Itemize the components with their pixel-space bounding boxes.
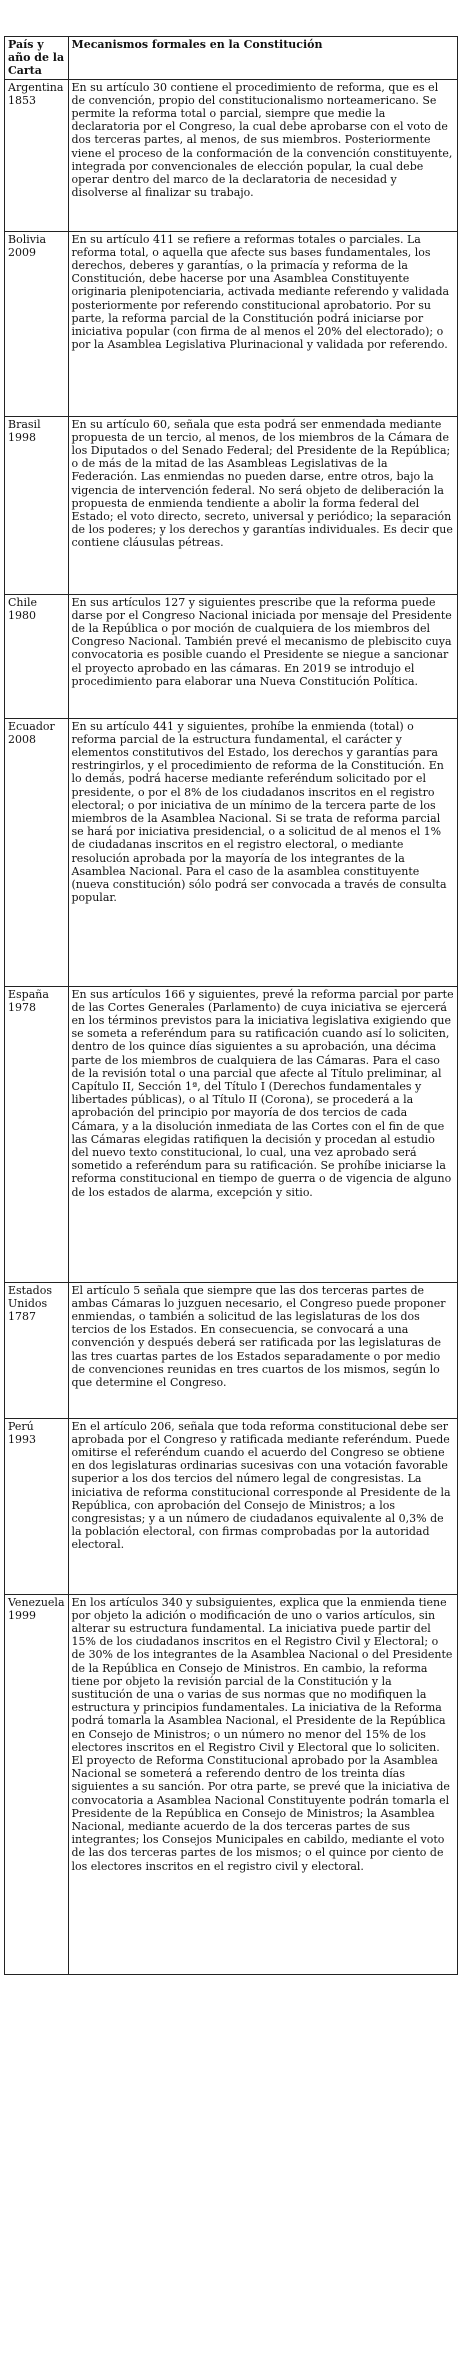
table-row	[5, 718, 458, 986]
mechanism-text: En su artículo 60, señala que esta podrá ser enmendada mediante propuesta de un tercio, al menos, de los miembros de la Cámara de los Diputados o del Senado Federal; del Presidente de la República; o de más de la mitad de las Asambleas Legislativas de la Federación. Las enmiendas no pueden darse, entre otros, bajo la vigencia de intervención federal. No será objeto de deliberación la propuesta de enmienda tendiente a abolir la forma federal del Estado; el voto directo, secreto, universal y periódico; la separación de los poderes; y los derechos y garantías individuales. Es decir que contiene cláusulas pétreas.	[68, 416, 457, 594]
charter-year: 1998	[8, 430, 36, 444]
charter-year: 1787	[8, 1310, 36, 1324]
header-mechanisms: Mecanismos formales en la Constitución	[68, 37, 457, 80]
mechanism-text: El artículo 5 señala que siempre que las dos terceras partes de ambas Cámaras lo juzguen necesario, el Congreso puede proponer enmiendas, o también a solicitud de las legislaturas de los dos tercios de los Estados. En consecuencia, se convocará a una convención y después deberá ser ratificada por las legislaturas de las tres cuartas partes de los Estados separadamente o por medio de convenciones reunidas en tres cuartos de los mismos, según lo que determine el Congreso.	[68, 1282, 457, 1418]
table-row	[5, 986, 458, 1282]
country-name: Estados Unidos	[8, 1283, 52, 1310]
header-country-year: País y año de la Carta	[5, 37, 69, 80]
constitution-reform-table	[4, 36, 458, 1975]
country-cell	[5, 986, 69, 1282]
country-cell	[5, 1594, 69, 1974]
country-cell	[5, 416, 69, 594]
table-row	[5, 79, 458, 231]
country-name: Bolivia	[8, 232, 47, 246]
charter-year: 1980	[8, 608, 36, 622]
country-cell	[5, 79, 69, 231]
charter-year: 1999	[8, 1608, 36, 1622]
charter-year: 1853	[8, 93, 36, 107]
country-name: España	[8, 987, 49, 1001]
table-row	[5, 594, 458, 718]
charter-year: 2008	[8, 732, 36, 746]
country-name: Brasil	[8, 417, 41, 431]
country-name: Venezuela	[8, 1595, 65, 1609]
table-row	[5, 1418, 458, 1594]
country-name: Perú	[8, 1419, 34, 1433]
charter-year: 1978	[8, 1000, 36, 1014]
mechanism-text: En sus artículos 127 y siguientes prescribe que la reforma puede darse por el Congreso Nacional iniciada por mensaje del Presidente de la República o por moción de cualquiera de los miembros del Congreso Nacional. También prevé el mecanismo de plebiscito cuya convocatoria es posible cuando el Presidente se niegue a sancionar el proyecto aprobado en las cámaras. En 2019 se introdujo el procedimiento para elaborar una Nueva Constitución Política.	[68, 594, 457, 718]
mechanism-text: En su artículo 411 se refiere a reformas totales o parciales. La reforma total, o aquella que afecte sus bases fundamentales, los derechos, deberes y garantías, o la primacía y reforma de la Constitución, debe hacerse por una Asamblea Constituyente originaria plenipotenciaria, activada mediante referendo y validada posteriormente por referendo constitucional aprobatorio. Por su parte, la reforma parcial de la Constitución podrá iniciarse por iniciativa popular (con firma de al menos el 20% del electorado); o por la Asamblea Legislativa Plurinacional y validada por referendo.	[68, 231, 457, 416]
country-name: Ecuador	[8, 719, 55, 733]
table-row	[5, 1594, 458, 1974]
table-header-row	[5, 37, 458, 80]
charter-year: 2009	[8, 245, 36, 259]
mechanism-text: En su artículo 30 contiene el procedimiento de reforma, que es el de convención, propio del constitucionalismo norteamericano. Se permite la reforma total o parcial, siempre que medie la declaratoria por el Congreso, la cual debe aprobarse con el voto de dos terceras partes, al menos, de sus miembros. Posteriormente viene el proceso de la conformación de la convención constituyente, integrada por convencionales de elección popular, la cual debe operar dentro del marco de la declaratoria de necesidad y disolverse al finalizar su trabajo.	[68, 79, 457, 231]
mechanism-text: En el artículo 206, señala que toda reforma constitucional debe ser aprobada por el Congreso y ratificada mediante referéndum. Puede omitirse el referéndum cuando el acuerdo del Congreso se obtiene en dos legislaturas ordinarias sucesivas con una votación favorable superior a los dos tercios del número legal de congresistas. La iniciativa de reforma constitucional corresponde al Presidente de la República, con aprobación del Consejo de Ministros; a los congresistas; y a un número de ciudadanos equivalente al 0,3% de la población electoral, con firmas comprobadas por la autoridad electoral.	[68, 1418, 457, 1594]
table-row	[5, 231, 458, 416]
country-cell	[5, 1282, 69, 1418]
mechanism-text: En sus artículos 166 y siguientes, prevé la reforma parcial por parte de las Cortes Generales (Parlamento) de cuya iniciativa se ejercerá en los términos previstos para la iniciativa legislativa exigiendo que se someta a referéndum para su ratificación cuando así lo soliciten, dentro de los quince días siguientes a su aprobación, una décima parte de los miembros de cualquiera de las Cámaras. Para el caso de la revisión total o una parcial que afecte al Título preliminar, al Capítulo II, Sección 1ª, del Título I (Derechos fundamentales y libertades públicas), o al Título II (Corona), se procederá a la aprobación del principio por mayoría de dos tercios de cada Cámara, y a la disolución inmediata de las Cortes con el fin de que las Cámaras elegidas ratifiquen la decisión y procedan al estudio del nuevo texto constitucional, lo cual, una vez aprobado será sometido a referéndum para su ratificación. Se prohíbe iniciarse la reforma constitucional en tiempo de guerra o de vigencia de alguno de los estados de alarma, excepción y sitio.	[68, 986, 457, 1282]
country-cell	[5, 1418, 69, 1594]
charter-year: 1993	[8, 1432, 36, 1446]
country-cell	[5, 594, 69, 718]
country-cell	[5, 718, 69, 986]
country-name: Argentina	[8, 80, 64, 94]
mechanism-text: En su artículo 441 y siguientes, prohíbe la enmienda (total) o reforma parcial de la estructura fundamental, el carácter y elementos constitutivos del Estado, los derechos y garantías para restringirlos, y el procedimiento de reforma de la Constitución. En lo demás, podrá hacerse mediante referéndum solicitado por el presidente, o por el 8% de los ciudadanos inscritos en el registro electoral; o por iniciativa de un mínimo de la tercera parte de los miembros de la Asamblea Nacional. Si se trata de reforma parcial se hará por iniciativa presidencial, o a solicitud de al menos el 1% de ciudadanas inscritos en el registro electoral, o mediante resolución aprobada por la mayoría de los integrantes de la Asamblea Nacional. Para el caso de la asamblea constituyente (nueva constitución) sólo podrá ser convocada a través de consulta popular.	[68, 718, 457, 986]
table-row	[5, 1282, 458, 1418]
table-row	[5, 416, 458, 594]
mechanism-text: En los artículos 340 y subsiguientes, explica que la enmienda tiene por objeto la adición o modificación de uno o varios artículos, sin alterar su estructura fundamental. La iniciativa puede partir del 15% de los ciudadanos inscritos en el Registro Civil y Electoral; o de 30% de los integrantes de la Asamblea Nacional o del Presidente de la República en Consejo de Ministros. En cambio, la reforma tiene por objeto la revisión parcial de la Constitución y la sustitución de una o varias de sus normas que no modifiquen la estructura y principios fundamentales. La iniciativa de la Reforma podrá tomarla la Asamblea Nacional, el Presidente de la República en Consejo de Ministros; o un número no menor del 15% de los electores inscritos en el Registro Civil y Electoral que lo soliciten. El proyecto de Reforma Constitucional aprobado por la Asamblea Nacional se someterá a referendo dentro de los treinta días siguientes a su sanción. Por otra parte, se prevé que la iniciativa de convocatoria a Asamblea Nacional Constituyente podrán tomarla el Presidente de la República en Consejo de Ministros; la Asamblea Nacional, mediante acuerdo de la dos terceras partes de sus integrantes; los Consejos Municipales en cabildo, mediante el voto de las dos terceras partes de los mismos; o el quince por ciento de los electores inscritos en el registro civil y electoral.	[68, 1594, 457, 1974]
country-name: Chile	[8, 595, 38, 609]
country-cell	[5, 231, 69, 416]
